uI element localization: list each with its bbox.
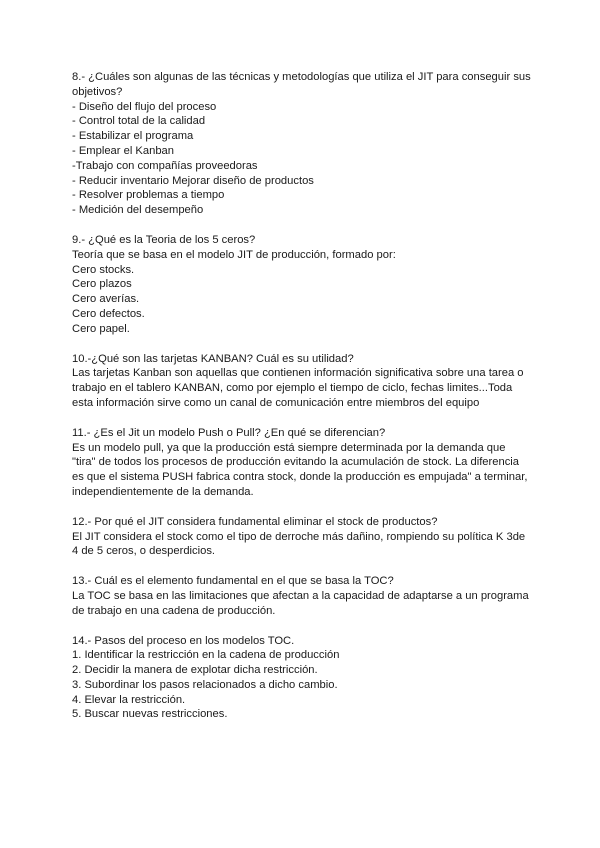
section-q12 (72, 515, 542, 559)
answer-line: 2. Decidir la manera de explotar dicha restricción. (72, 664, 318, 677)
answer-line: - Medición del desempeño (72, 204, 204, 217)
answer-line: Cero plazos (72, 278, 132, 291)
answer-line: Cero papel. (72, 322, 130, 335)
section-q8 (72, 70, 542, 218)
answer-line: La TOC se basa en las limitaciones que afectan a la capacidad de adaptarse a un programa (72, 589, 529, 602)
answer-line: - Resolver problemas a tiempo (72, 189, 225, 202)
answer-line: de trabajo en una cadena de producción. (72, 604, 276, 617)
answer-line: 5. Buscar nuevas restricciones. (72, 708, 228, 721)
question-text: 14.- Pasos del proceso en los modelos TOC. (72, 634, 295, 647)
answer-line: - Reducir inventario Mejorar diseño de productos (72, 174, 314, 187)
answer-line: - Control total de la calidad (72, 115, 206, 128)
answer-line: - Estabilizar el programa (72, 130, 194, 143)
answer-line: esta información sirve como un canal de comunicación entre miembros del equipo (72, 396, 480, 409)
question-text: objetivos? (72, 85, 123, 98)
answer-line: Las tarjetas Kanban son aquellas que contienen información significativa sobre una tarea o (72, 367, 524, 380)
question-text: 11.- ¿Es el Jit un modelo Push o Pull? ¿En qué se diferencian? (72, 426, 386, 439)
section-q14 (72, 634, 542, 723)
answer-line: Cero stocks. (72, 263, 135, 276)
answer-line: Es un modelo pull, ya que la producción está siempre determinada por la demanda que (72, 441, 506, 454)
section-q11 (72, 426, 542, 500)
answer-line: "tira" de todos los procesos de producción evitando la acumulación de stock. La diferencia (72, 456, 520, 469)
answer-line: Teoría que se basa en el modelo JIT de producción, formado por: (72, 248, 396, 261)
answer-line: Cero defectos. (72, 307, 145, 320)
section-q13 (72, 574, 542, 618)
question-text: 10.-¿Qué son las tarjetas KANBAN? Cuál es su utilidad? (72, 352, 354, 365)
section-q9 (72, 233, 542, 337)
answer-line: - Emplear el Kanban (72, 144, 174, 157)
answer-line: 1. Identificar la restricción en la cadena de producción (72, 649, 340, 662)
answer-line: 4. Elevar la restricción. (72, 693, 186, 706)
question-text: 13.- Cuál es el elemento fundamental en el que se basa la TOC? (72, 575, 394, 588)
answer-line: es que el sistema PUSH fabrica contra stock, donde la producción es empujada" a terminar, (72, 471, 528, 484)
answer-line: El JIT considera el stock como el tipo de derroche más dañino, rompiendo su política K 3de (72, 530, 526, 543)
answer-line: Cero averías. (72, 293, 140, 306)
answer-line: 4 de 5 ceros, o desperdicios. (72, 545, 216, 558)
section-q10 (72, 352, 542, 411)
answer-line: independientemente de la demanda. (72, 485, 254, 498)
answer-line: - Diseño del flujo del proceso (72, 100, 217, 113)
answer-line: trabajo en el tablero KANBAN, como por ejemplo el tiempo de ciclo, fechas limites...Toda (72, 382, 513, 395)
question-text: 8.- ¿Cuáles son algunas de las técnicas y metodologías que utiliza el JIT para conseguir sus (72, 71, 531, 83)
answer-line: 3. Subordinar los pasos relacionados a dicho cambio. (72, 678, 338, 691)
question-text: 12.- Por qué el JIT considera fundamental eliminar el stock de productos? (72, 515, 438, 528)
document-page (72, 70, 542, 737)
question-text: 9.- ¿Qué es la Teoria de los 5 ceros? (72, 233, 256, 246)
answer-line: -Trabajo con compañías proveedoras (72, 159, 258, 172)
